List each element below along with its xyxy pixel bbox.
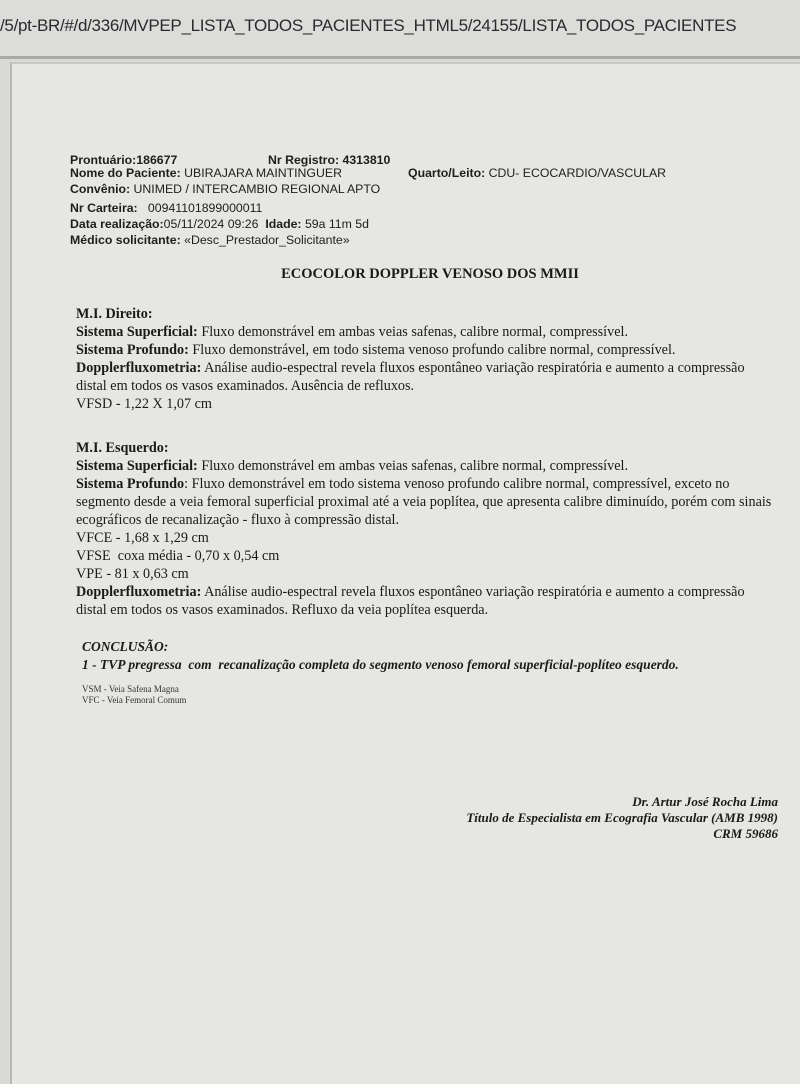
report-title: ECOCOLOR DOPPLER VENOSO DOS MMII [281, 266, 579, 282]
measurement: VPE - 81 x 0,63 cm [76, 566, 189, 582]
address-bar[interactable] [0, 0, 800, 59]
signature-block [466, 794, 778, 842]
conclusion [82, 638, 782, 674]
doctor-name: Dr. Artur José Rocha Lima [632, 794, 778, 809]
header-line-5: Data realização:05/11/2024 09:26 Idade: 59a 11m 5d [70, 217, 369, 231]
header-line-3: Convênio: UNIMED / INTERCAMBIO REGIONAL APTO [70, 182, 381, 196]
measurement: VFSE coxa média - 0,70 x 0,54 cm [76, 548, 280, 564]
header-line-2: Nome do Paciente: UBIRAJARA MAINTINGUER Quarto/Leito: CDU- ECOCARDIO/VASCULAR [70, 166, 667, 180]
abbreviations: VSM - Veia Safena Magna VFC - Veia Femoral Comum [82, 684, 187, 705]
conclusion-heading: CONCLUSÃO: [82, 639, 169, 654]
conclusion-text: 1 - TVP pregressa com recanalização completa do segmento venoso femoral superficial-poplíteo esquerdo. [82, 657, 679, 672]
header-line-6: Médico solicitante: «Desc_Prestador_Solicitante» [70, 233, 350, 247]
header-line-1: Prontuário:186677 Nr Registro: 4313810 [70, 153, 391, 167]
measurement: VFSD - 1,22 X 1,07 cm [76, 396, 212, 412]
measurement: VFCE - 1,68 x 1,29 cm [76, 530, 209, 546]
doctor-title: Título de Especialista em Ecografia Vascular (AMB 1998) [466, 810, 778, 825]
section-left-limb: M.I. Esquerdo: Sistema Superficial: Fluxo demonstrável em ambas veias safenas, calibre normal, compressível. Sistema Profundo: Fluxo demonstrável em todo sistema venoso profundo calibre normal, compressível, exceto no segmento desde a veia femoral superficial proximal até a veia poplítea, que apresenta calibre diminuído, porém com sinais ecográficos de recanalização - fluxo à compressão distal. VFCE - 1,68 x 1,29 cm VFSE coxa média - 0,70 x 0,54 cm VPE - 81 x 0,63 cm Dopplerfluxometria: Análise audio-espectral revela fluxos espontâneo variação respiratória e aumento a compressão distal em todos os vasos examinados. Refluxo da veia poplítea esquerda. [76, 439, 776, 619]
doctor-crm: CRM 59686 [713, 826, 778, 841]
url-text[interactable]: /5/pt-BR/#/d/336/MVPEP_LISTA_TODOS_PACIENTES_HTML5/24155/LISTA_TODOS_PACIENTES [0, 16, 737, 35]
section-right-limb: M.I. Direito: Sistema Superficial: Fluxo demonstrável em ambas veias safenas, calibre normal, compressível. Sistema Profundo: Fluxo demonstrável, em todo sistema venoso profundo calibre normal, compressível. Dopplerfluxometria: Análise audio-espectral revela fluxos espontâneo variação respiratória e aumento a compressão distal em todos os vasos examinados. Ausência de refluxos. VFSD - 1,22 X 1,07 cm [76, 305, 776, 413]
header-line-4: Nr Carteira: 00941101899000011 [70, 201, 263, 215]
